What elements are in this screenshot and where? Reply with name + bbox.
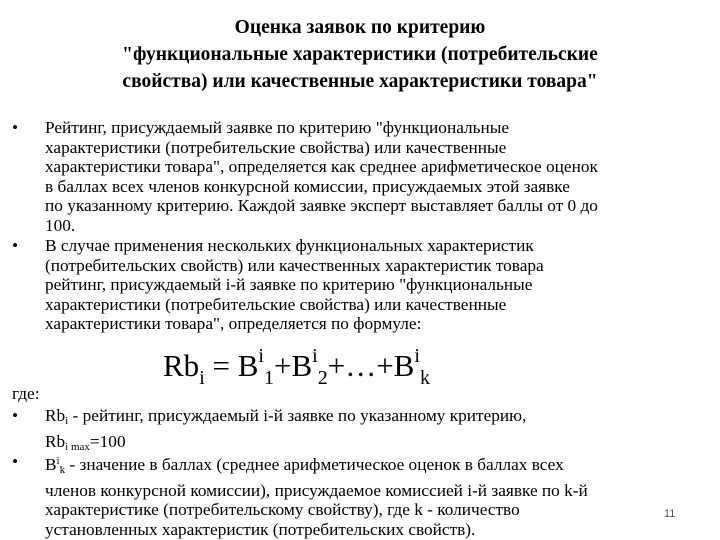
b-definition-line: установленных характеристик (потребительских свойств). xyxy=(45,519,476,539)
bullet-icon: • xyxy=(12,406,19,425)
bullet-icon: • xyxy=(12,236,19,255)
formula-sub-1: 1 xyxy=(263,367,274,389)
bullet-2-line: рейтинг, присуждаемый i-й заявке по критерию "функциональные xyxy=(45,275,533,295)
bullet-rating-definition xyxy=(12,118,598,236)
rb-max-value: =100 xyxy=(89,431,126,451)
formula-sub-k: k xyxy=(419,367,430,389)
b-definition-line: характеристике (потребительскому свойству), где k - количество xyxy=(45,500,520,520)
bullet-2-line: В случае применения нескольких функциональных характеристик xyxy=(45,236,534,255)
rating-formula xyxy=(163,336,430,398)
rb-max-symbol: Rb xyxy=(45,431,66,451)
bullet-1-line: по указанному критерию. Каждой заявке эксперт выставляет баллы от 0 до xyxy=(45,196,598,216)
bullet-icon: • xyxy=(12,118,19,137)
rb-sub-i: i xyxy=(65,415,69,427)
rb-max-sub: i max xyxy=(65,440,90,453)
bullet-icon: • xyxy=(12,452,19,471)
bullet-1-line: характеристики товара", определяется как среднее арифметическое оценок xyxy=(45,157,598,177)
formula-eq-b: = B xyxy=(204,348,259,383)
bullet-1-line: в баллах всех членов конкурсной комиссии, присуждаемых этой заявке xyxy=(45,176,570,196)
bullet-1-line: характеристики (потребительские свойства) или качественные xyxy=(45,137,507,157)
formula-sub-i: i xyxy=(199,367,205,389)
bullet-2-line: характеристики товара", определяется по формуле: xyxy=(45,314,422,334)
slide-title xyxy=(60,14,660,95)
bullet-multiple-characteristics xyxy=(12,236,544,334)
formula-sup-i: i xyxy=(414,345,420,367)
rb-definition-line xyxy=(45,406,526,432)
formula-sub-2: 2 xyxy=(317,367,328,389)
b-symbol: B xyxy=(45,455,57,474)
title-line-2: "функциональные характеристики (потребительские xyxy=(122,44,598,65)
bullet-2-line: (потребительских свойств) или качественных характеристик товара xyxy=(45,255,544,275)
b-sup-i: i xyxy=(56,455,60,467)
b-definition-line xyxy=(45,452,588,481)
formula-rb: Rb xyxy=(163,348,200,383)
bullet-b-definition xyxy=(12,452,588,539)
formula-sup-i: i xyxy=(258,345,264,367)
b-description: - значение в баллах (среднее арифметическое оценок в баллах всех xyxy=(65,455,564,474)
rb-symbol: Rb xyxy=(45,406,66,425)
page-number: 11 xyxy=(664,508,676,520)
bullet-1-line: 100. xyxy=(45,215,76,235)
bullet-1-line: Рейтинг, присуждаемый заявке по критерию "функциональные xyxy=(45,118,510,137)
title-line-3: свойства) или качественные характеристики товара" xyxy=(122,71,598,92)
b-definition-line: членов конкурсной комиссии), присуждаемое комиссией i-й заявке по k-й xyxy=(45,480,588,500)
formula-sup-i: i xyxy=(312,345,318,367)
rb-description: - рейтинг, присуждаемый i-й заявке по указанному критерию, xyxy=(68,406,527,425)
b-sub-k: k xyxy=(59,464,66,476)
bullet-rb-definition xyxy=(12,406,526,457)
title-line-1: Оценка заявок по критерию xyxy=(234,17,486,38)
formula-dots-b: +…+B xyxy=(327,348,415,383)
bullet-2-line: характеристики (потребительские свойства) или качественные xyxy=(45,294,507,314)
formula-plus-b: +B xyxy=(273,348,313,383)
where-label: где: xyxy=(12,384,40,403)
